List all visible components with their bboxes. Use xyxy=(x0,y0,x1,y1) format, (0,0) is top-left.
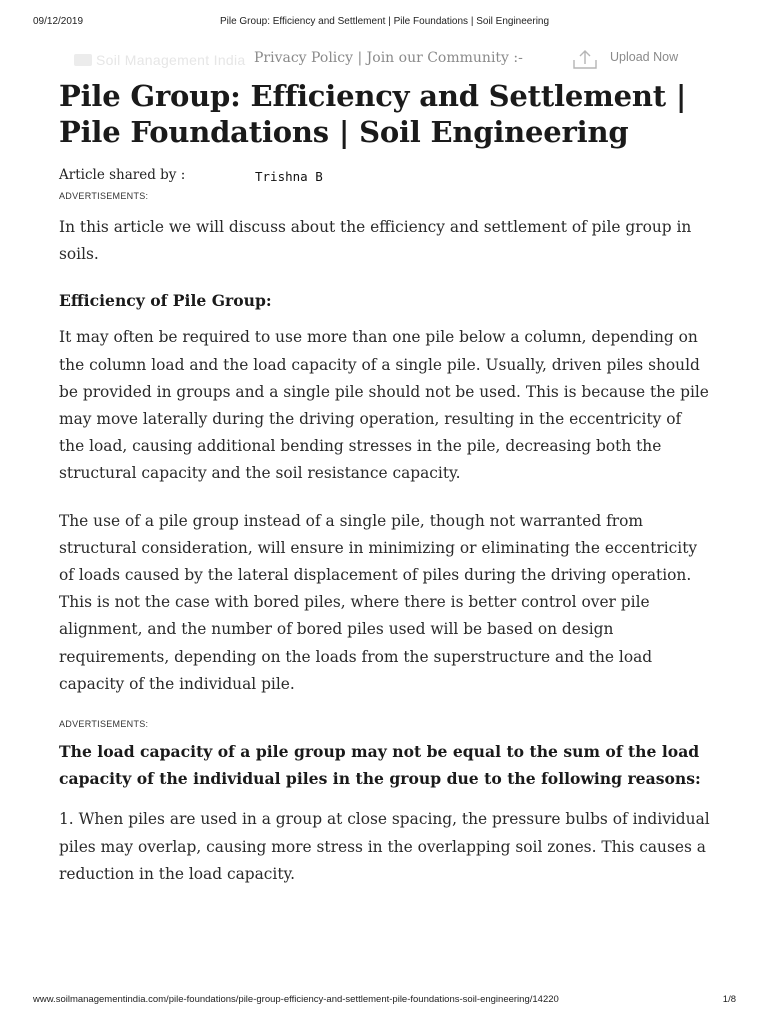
page-url: www.soilmanagementindia.com/pile-foundations/pile-group-efficiency-and-settlement-pile-foundations-soil-engineering/14220 xyxy=(33,994,559,1005)
body-paragraph: 1. When piles are used in a group at close spacing, the pressure bulbs of individual piles may overlap, causing more stress in the overlapping soil zones. This causes a reduction in the load capacity. xyxy=(59,810,710,883)
logo-badge-icon xyxy=(74,54,92,66)
byline-label: Article shared by : xyxy=(59,167,186,183)
advertisement-label: ADVERTISEMENTS: xyxy=(59,191,149,201)
byline xyxy=(59,167,711,187)
article xyxy=(59,78,711,888)
site-logo-text: Soil Management India xyxy=(96,52,246,68)
print-date: 09/12/2019 xyxy=(33,16,84,27)
print-header xyxy=(33,16,736,30)
nav-links[interactable]: Privacy Policy | Join our Community :- xyxy=(254,50,523,66)
reasons-heading: The load capacity of a pile group may not be equal to the sum of the load capacity of the individual piles in the group due to the following reasons: xyxy=(59,742,701,789)
body-paragraph: It may often be required to use more than one pile below a column, depending on the column load and the load capacity of a single pile. Usually, driven piles should be provided in groups and a single pile should not be used. This is because the pile may move laterally during the driving operation, resulting in the eccentricity of the load, causing additional bending stresses in the pile, decreasing both the structural capacity and the soil resistance capacity. xyxy=(59,328,709,483)
page-number: 1/8 xyxy=(722,994,736,1005)
print-footer xyxy=(33,994,736,1008)
upload-arrow-icon xyxy=(572,48,598,70)
body-paragraph: The use of a pile group instead of a single pile, though not warranted from structural consideration, will ensure in minimizing or eliminating the eccentricity of loads caused by the lateral displacement of piles during the driving operation. This is not the case with bored piles, where there is better control over pile alignment, and the number of bored piles used will be based on design requirements, depending on the loads from the superstructure and the load capacity of the individual pile. xyxy=(59,511,698,693)
upload-button[interactable] xyxy=(572,46,712,74)
site-logo[interactable] xyxy=(74,52,246,68)
section-heading: Efficiency of Pile Group: xyxy=(59,291,272,311)
intro-paragraph: In this article we will discuss about the efficiency and settlement of pile group in soils. xyxy=(59,218,692,264)
site-bar xyxy=(60,44,708,76)
author-name[interactable]: Trishna B xyxy=(255,169,323,184)
article-title: Pile Group: Efficiency and Settlement | Pile Foundations | Soil Engineering xyxy=(59,79,687,149)
print-page-title: Pile Group: Efficiency and Settlement | Pile Foundations | Soil Engineering xyxy=(219,16,550,27)
advertisement-label: ADVERTISEMENTS: xyxy=(59,719,149,730)
upload-label: Upload Now xyxy=(610,50,679,64)
